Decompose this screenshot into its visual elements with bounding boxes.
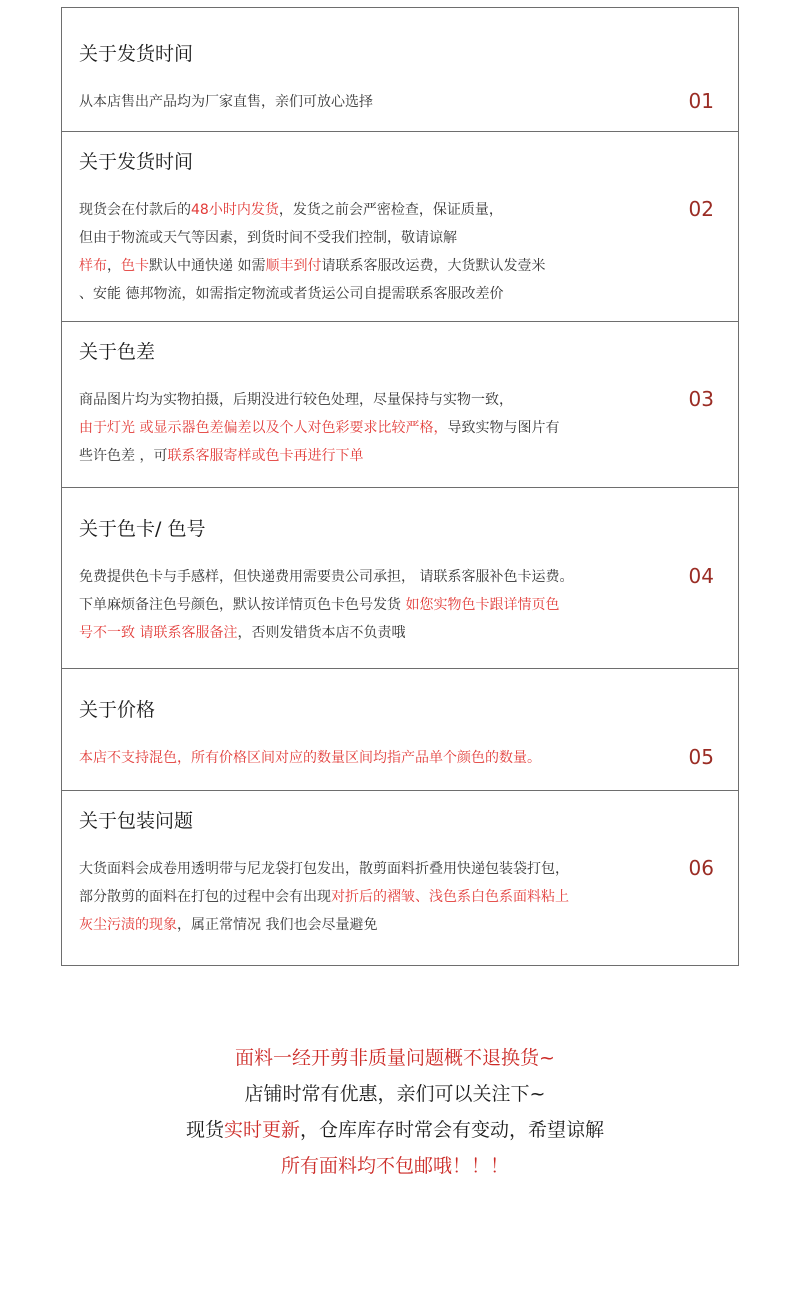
body-text: 从本店售出产品均为厂家直售，亲们可放心选择 [79, 94, 373, 110]
body-text: 现货会在付款后的 [79, 202, 191, 218]
highlight-text: 实时更新 [223, 1119, 300, 1141]
highlight-text: 色卡 [121, 258, 149, 274]
section-number: 05 [688, 745, 714, 769]
highlight-text: 由于灯光 或显示器色差偏差以及个人对色彩要求比较严格， [79, 420, 448, 436]
section-number: 06 [688, 856, 714, 880]
faq-section-color-difference [62, 322, 738, 488]
highlight-text: 所有面料均不包邮哦！！！ [280, 1155, 509, 1177]
section-title: 关于发货时间 [79, 43, 194, 65]
text-line [0, 1112, 790, 1148]
text-line [79, 252, 646, 280]
text-line [79, 855, 646, 883]
faq-section-packaging [62, 791, 738, 965]
text-line [79, 88, 646, 116]
body-text: ， [107, 258, 121, 274]
text-line [79, 280, 646, 308]
body-text: 店铺时常有优惠，亲们可以关注下~ [244, 1083, 546, 1105]
highlight-text: 顺丰到付 [265, 258, 322, 274]
text-line [79, 414, 646, 442]
section-title: 关于包装问题 [79, 810, 194, 832]
highlight-text: 灰尘污渍的现象 [79, 917, 177, 933]
section-title: 关于色卡/ 色号 [79, 518, 206, 540]
text-line [79, 744, 646, 772]
body-text: 默认中通快递 如需 [149, 258, 266, 274]
faq-section-shipping-origin [62, 8, 738, 132]
section-number: 01 [688, 89, 714, 113]
text-line [79, 591, 646, 619]
section-number: 04 [688, 564, 714, 588]
highlight-text: 48小时内发货 [191, 202, 279, 218]
body-text: 导致实物与图片有 [447, 420, 560, 436]
section-body [79, 386, 646, 470]
body-text: 免费提供色卡与手感样，但快递费用需要贵公司承担， 请联系客服补色卡运费。 [79, 569, 574, 585]
policy-faq-box [61, 7, 739, 966]
highlight-text: 本店不支持混色，所有价格区间对应的数量区间均指产品单个颜色的数量。 [79, 750, 541, 766]
section-body [79, 196, 646, 308]
section-number: 03 [688, 387, 714, 411]
section-title: 关于价格 [79, 699, 156, 721]
body-text: ，发货之前会严密检查，保证质量， [278, 202, 503, 218]
text-line [0, 1148, 790, 1184]
highlight-text: 如您实物色卡跟详情页色 [405, 597, 560, 613]
section-title: 关于色差 [79, 341, 156, 363]
text-line [79, 619, 646, 647]
highlight-text: 样布 [79, 258, 107, 274]
section-number: 02 [688, 197, 714, 221]
text-line [79, 442, 646, 470]
closing-notes [0, 1040, 790, 1184]
body-text: ，仓库库存时常会有变动，希望谅解 [300, 1119, 605, 1141]
text-line [79, 911, 646, 939]
body-text: 下单麻烦备注色号颜色，默认按详情页色卡色号发货 [79, 597, 406, 613]
highlight-text: 联系客服寄样或色卡再进行下单 [167, 448, 364, 464]
body-text: 、安能 德邦物流，如需指定物流或者货运公司自提需联系客服改差价 [79, 286, 504, 302]
text-line [0, 1040, 790, 1076]
body-text: 商品图片均为实物拍摄，后期没进行较色处理，尽量保持与实物一致， [79, 392, 513, 408]
highlight-text: 面料一经开剪非质量问题概不退换货~ [235, 1047, 555, 1069]
section-body [79, 563, 646, 647]
body-text: 大货面料会成卷用透明带与尼龙袋打包发出，散剪面料折叠用快递包装袋打包， [79, 861, 569, 877]
section-body [79, 744, 646, 772]
section-body [79, 88, 646, 116]
section-body [79, 855, 646, 939]
body-text: 部分散剪的面料在打包的过程中会有出现 [79, 889, 331, 905]
faq-section-price [62, 669, 738, 791]
text-line [79, 883, 646, 911]
section-title: 关于发货时间 [79, 151, 194, 173]
body-text: 请联系客服改运费，大货默认发壹米 [321, 258, 546, 274]
body-text: ，属正常情况 我们也会尽量避免 [177, 917, 378, 933]
body-text: 现货 [185, 1119, 224, 1141]
body-text: 但由于物流或天气等因素，到货时间不受我们控制，敬请谅解 [79, 230, 457, 246]
text-line [79, 386, 646, 414]
text-line [0, 1076, 790, 1112]
body-text: ，否则发错货本店不负责哦 [237, 625, 406, 641]
highlight-text: 对折后的褶皱、浅色系白色系面料粘上 [331, 889, 569, 905]
faq-section-color-card [62, 488, 738, 669]
body-text: 些许色差 ，可 [79, 448, 168, 464]
highlight-text: 号不一致 请联系客服备注 [79, 625, 238, 641]
text-line [79, 196, 646, 224]
text-line [79, 224, 646, 252]
text-line [79, 563, 646, 591]
faq-section-shipping-time [62, 132, 738, 322]
